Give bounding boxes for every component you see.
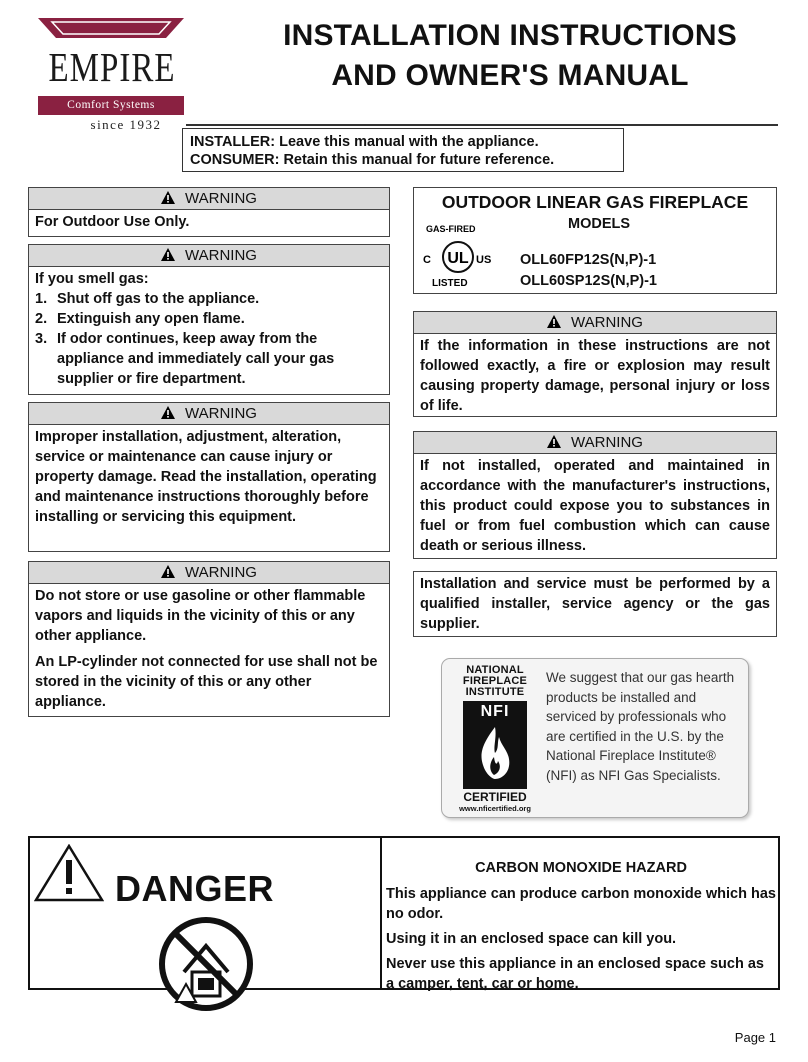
warning-paragraph: Do not store or use gasoline or other flammable vapors and liquids in the vicinity of this or any other appliance. <box>35 588 366 644</box>
danger-text <box>386 884 776 994</box>
gas-steps-list <box>35 289 383 389</box>
warning-label: WARNING <box>185 190 257 207</box>
warning-header <box>414 312 776 334</box>
title-line-1: INSTALLATION INSTRUCTIONS <box>283 19 737 52</box>
logo-since: since 1932 <box>90 117 162 132</box>
warning-triangle-icon <box>547 435 561 448</box>
warning-smell-gas <box>28 244 390 395</box>
page-title <box>232 16 788 96</box>
title-line-2: AND OWNER'S MANUAL <box>331 59 689 92</box>
installer-line: INSTALLER: Leave this manual with the appliance. <box>190 134 539 150</box>
warning-header <box>414 432 776 454</box>
step-number: 2. <box>35 311 48 327</box>
warning-intro: If you smell gas: <box>35 271 149 287</box>
nfi-card <box>463 701 527 789</box>
danger-line: Never use this appliance in an enclosed space such as a camper, tent, car or home. <box>386 956 764 992</box>
header-rule <box>186 124 778 126</box>
model-number: OLL60SP12S(N,P)-1 <box>520 273 657 289</box>
warning-header <box>29 562 389 584</box>
list-item <box>35 309 383 329</box>
danger-box <box>28 836 780 990</box>
warning-label: WARNING <box>185 405 257 422</box>
logo-roof-icon <box>38 16 184 40</box>
logo-word: EMPIRE <box>48 46 176 91</box>
warning-body <box>29 267 389 391</box>
warning-improper-installation <box>28 402 390 552</box>
warning-triangle-icon <box>161 565 175 578</box>
warning-label: WARNING <box>571 314 643 331</box>
nfi-name-line-3: INSTITUTE <box>465 686 525 698</box>
model-number: OLL60FP12S(N,P)-1 <box>520 252 657 268</box>
nfi-logo <box>452 665 538 813</box>
step-text: Shut off gas to the appliance. <box>57 291 260 307</box>
warning-triangle-icon <box>547 315 561 328</box>
no-indoor-use-icon <box>156 916 256 1012</box>
danger-line: This appliance can produce carbon monoxide which has no odor. <box>386 886 776 922</box>
warning-paragraph: An LP-cylinder not connected for use shall not be stored in the vicinity of this or any other appliance. <box>35 654 378 710</box>
ul-letters: UL <box>447 250 469 267</box>
danger-line: Using it in an enclosed space can kill you. <box>386 931 677 947</box>
step-number: 3. <box>35 331 48 347</box>
warning-header <box>29 188 389 210</box>
list-item <box>35 329 383 389</box>
warning-triangle-icon <box>161 248 175 261</box>
models-title: OUTDOOR LINEAR GAS FIREPLACE <box>441 192 749 212</box>
danger-word: DANGER <box>115 868 275 909</box>
models-subtitle: MODELS <box>567 216 631 232</box>
step-text: If odor continues, keep away from the appliance and immediately call your gas supplier or fire department. <box>57 331 335 387</box>
nfi-name-line-1: NATIONAL <box>466 664 524 676</box>
ul-listed-icon <box>422 223 498 289</box>
ul-listed: LISTED <box>432 278 468 289</box>
installation-note: Installation and service must be performed by a qualified installer, service agency or the gas supplier. <box>420 576 770 632</box>
ul-c: C <box>423 254 431 266</box>
warning-header <box>29 403 389 425</box>
warning-text: If not installed, operated and maintained in accordance with the manufacturer's instructions, this product could expose you to substances in fuel or from fuel combustion which can cause death or serious illness. <box>420 458 770 554</box>
ul-gas-fired: GAS-FIRED <box>426 224 476 234</box>
nfi-certified-badge <box>441 658 749 818</box>
warning-triangle-icon <box>161 191 175 204</box>
warning-label: WARNING <box>185 247 257 264</box>
warning-header <box>29 245 389 267</box>
nfi-name-line-2: FIREPLACE <box>462 675 528 687</box>
nfi-certified-label: CERTIFIED <box>463 790 527 804</box>
consumer-line: CONSUMER: Retain this manual for future reference. <box>190 152 555 168</box>
installation-note-box <box>413 571 777 637</box>
flame-icon <box>463 701 527 789</box>
warning-fire-explosion <box>413 311 777 417</box>
warning-outdoor-use <box>28 187 390 237</box>
installer-notice <box>182 128 624 172</box>
warning-triangle-icon <box>161 406 175 419</box>
models-box <box>413 187 777 294</box>
step-number: 1. <box>35 291 48 307</box>
step-text: Extinguish any open flame. <box>57 311 245 327</box>
empire-logo <box>38 16 186 132</box>
warning-label: WARNING <box>571 434 643 451</box>
warning-substances <box>413 431 777 559</box>
nfi-text: We suggest that our gas hearth products be installed and serviced by professionals who are certified in the U.S. by the National Fireplace Institute® (NFI) as NFI Gas Specialists. <box>546 670 735 783</box>
warning-text: Improper installation, adjustment, alteration, service or maintenance can cause injury or property damage. Read the installation, operating and maintenance instructions thoroughly before installing or servicing this equipment. <box>35 429 377 525</box>
warning-label: WARNING <box>185 564 257 581</box>
nfi-card-text: NFI <box>480 703 510 720</box>
page-number: Page 1 <box>734 1030 776 1045</box>
ul-us: US <box>476 254 492 266</box>
warning-text: If the information in these instructions are not followed exactly, a fire or explosion may result causing property damage, personal injury or loss of life. <box>420 338 770 414</box>
warning-body <box>29 584 389 714</box>
list-item <box>35 289 383 309</box>
danger-title: CARBON MONOXIDE HAZARD <box>475 860 687 876</box>
warning-text: For Outdoor Use Only. <box>35 214 190 230</box>
exclamation-triangle-icon <box>34 844 104 902</box>
logo-tagline: Comfort Systems <box>38 96 184 115</box>
nfi-url: www.nficertified.org <box>459 804 531 813</box>
warning-flammable-vapors <box>28 561 390 717</box>
